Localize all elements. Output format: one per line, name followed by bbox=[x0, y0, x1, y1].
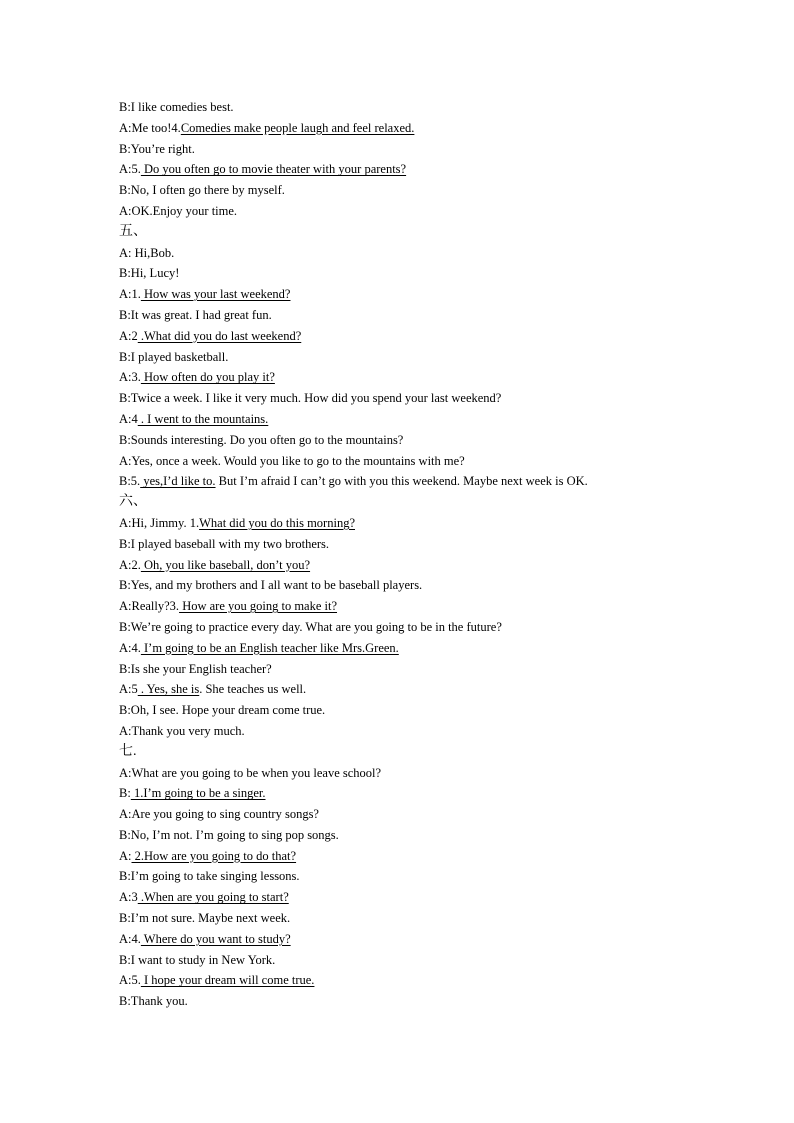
dialogue-line bbox=[119, 638, 759, 659]
dialogue-line bbox=[119, 326, 759, 347]
answer-text: I’m going to be an English teacher like Mrs.Green. bbox=[140, 640, 399, 655]
answer-text: Oh, you like baseball, don’t you? bbox=[140, 557, 311, 572]
line-text: B:No, I often go there by myself. bbox=[119, 183, 285, 198]
line-text: B:Yes, and my brothers and I all want to be baseball players. bbox=[119, 578, 423, 593]
line-text: B:I’m going to take singing lessons. bbox=[119, 869, 300, 884]
line-text: A: bbox=[119, 848, 132, 863]
line-text: 五、 bbox=[119, 223, 147, 239]
dialogue-line bbox=[119, 804, 759, 825]
dialogue-line bbox=[119, 201, 759, 222]
dialogue-line bbox=[119, 159, 759, 180]
line-text: A:Me too!4. bbox=[119, 120, 181, 135]
dialogue-line bbox=[119, 596, 759, 617]
line-text: B:Oh, I see. Hope your dream come true. bbox=[119, 703, 326, 718]
line-text: B:5. bbox=[119, 474, 141, 489]
line-text: 七. bbox=[119, 743, 137, 759]
dialogue-line bbox=[119, 513, 759, 534]
dialogue-line bbox=[119, 679, 759, 700]
section-heading bbox=[119, 742, 759, 763]
line-text: A:Hi, Jimmy. 1. bbox=[119, 515, 200, 530]
answer-text: I hope your dream will come true. bbox=[140, 973, 315, 988]
line-text: B:I played baseball with my two brothers. bbox=[119, 536, 330, 551]
line-text: A:3. bbox=[119, 370, 141, 385]
dialogue-line bbox=[119, 430, 759, 451]
line-text: A:OK.Enjoy your time. bbox=[119, 203, 238, 218]
answer-text: Do you often go to movie theater with your parents? bbox=[140, 162, 407, 177]
dialogue-line bbox=[119, 451, 759, 472]
answer-text: .What did you do last weekend? bbox=[137, 328, 302, 343]
dialogue-line bbox=[119, 534, 759, 555]
dialogue-line bbox=[119, 263, 759, 284]
answer-text: Comedies make people laugh and feel relaxed. bbox=[180, 120, 415, 135]
section-heading bbox=[119, 492, 759, 513]
section-heading bbox=[119, 222, 759, 243]
line-text: A:4. bbox=[119, 931, 141, 946]
line-text: B:No, I’m not. I’m going to sing pop songs. bbox=[119, 827, 339, 842]
line-text: A:1. bbox=[119, 287, 141, 302]
dialogue-line bbox=[119, 388, 759, 409]
answer-text: . Yes, she is bbox=[137, 682, 200, 697]
answer-text: . I went to the mountains. bbox=[137, 411, 269, 426]
answer-text: .When are you going to start? bbox=[137, 890, 289, 905]
dialogue-line bbox=[119, 367, 759, 388]
dialogue-line bbox=[119, 659, 759, 680]
line-text: B:Sounds interesting. Do you often go to the mountains? bbox=[119, 432, 404, 447]
dialogue-line bbox=[119, 243, 759, 264]
line-text: 六、 bbox=[119, 494, 147, 510]
line-text: A:2. bbox=[119, 557, 141, 572]
line-text: B:You’re right. bbox=[119, 141, 195, 156]
line-text: A:5. bbox=[119, 973, 141, 988]
answer-text: How are you going to make it? bbox=[179, 599, 338, 614]
dialogue-line bbox=[119, 617, 759, 638]
dialogue-line bbox=[119, 180, 759, 201]
line-text: B:Twice a week. I like it very much. How did you spend your last weekend? bbox=[119, 391, 502, 406]
line-text: A:4 bbox=[119, 411, 138, 426]
line-text: A:5. bbox=[119, 162, 141, 177]
line-text: A:Really?3. bbox=[119, 599, 180, 614]
line-text: A:5 bbox=[119, 682, 138, 697]
line-text: B:I want to study in New York. bbox=[119, 952, 276, 967]
answer-text: What did you do this morning? bbox=[199, 515, 355, 530]
line-text: B:Hi, Lucy! bbox=[119, 266, 180, 281]
dialogue-line bbox=[119, 97, 759, 118]
line-text: A:Yes, once a week. Would you like to go to the mountains with me? bbox=[119, 453, 465, 468]
dialogue-line bbox=[119, 700, 759, 721]
line-text: But I’m afraid I can’t go with you this weekend. Maybe next week is OK. bbox=[215, 474, 588, 489]
line-text: A:Thank you very much. bbox=[119, 723, 245, 738]
dialogue-line bbox=[119, 763, 759, 784]
answer-text: Where do you want to study? bbox=[140, 931, 291, 946]
line-text: B:I played basketball. bbox=[119, 349, 229, 364]
answer-text: 2.How are you going to do that? bbox=[131, 848, 297, 863]
dialogue-line bbox=[119, 908, 759, 929]
dialogue-line bbox=[119, 991, 759, 1012]
dialogue-line bbox=[119, 139, 759, 160]
line-text: B:I like comedies best. bbox=[119, 100, 234, 114]
line-text: A:What are you going to be when you leave school? bbox=[119, 765, 382, 780]
dialogue-line bbox=[119, 305, 759, 326]
dialogue-line bbox=[119, 575, 759, 596]
line-text: B:Is she your English teacher? bbox=[119, 661, 272, 676]
dialogue-line bbox=[119, 970, 759, 991]
dialogue-line bbox=[119, 950, 759, 971]
line-text: B:I’m not sure. Maybe next week. bbox=[119, 911, 291, 926]
dialogue-line bbox=[119, 929, 759, 950]
line-text: B:We’re going to practice every day. What are you going to be in the future? bbox=[119, 619, 502, 634]
answer-text: How often do you play it? bbox=[140, 370, 275, 385]
dialogue-line bbox=[119, 471, 759, 492]
dialogue-line bbox=[119, 866, 759, 887]
dialogue-line bbox=[119, 409, 759, 430]
line-text: A:2 bbox=[119, 328, 138, 343]
answer-text: How was your last weekend? bbox=[140, 287, 291, 302]
answer-text: yes,I’d like to. bbox=[140, 474, 216, 489]
line-text: A:Are you going to sing country songs? bbox=[119, 807, 319, 822]
dialogue-line bbox=[119, 887, 759, 908]
line-text: A: Hi,Bob. bbox=[119, 245, 175, 260]
line-text: A:4. bbox=[119, 640, 141, 655]
line-text: A:3 bbox=[119, 890, 138, 905]
answer-text: 1.I’m going to be a singer. bbox=[130, 786, 266, 801]
dialogue-line bbox=[119, 783, 759, 804]
line-text: B:It was great. I had great fun. bbox=[119, 307, 272, 322]
dialogue-line bbox=[119, 846, 759, 867]
line-text: . She teaches us well. bbox=[199, 682, 307, 697]
dialogue-text bbox=[119, 97, 759, 1012]
dialogue-line bbox=[119, 825, 759, 846]
line-text: B: bbox=[119, 786, 131, 801]
dialogue-line bbox=[119, 118, 759, 139]
dialogue-line bbox=[119, 347, 759, 368]
dialogue-line bbox=[119, 721, 759, 742]
dialogue-line bbox=[119, 284, 759, 305]
line-text: B:Thank you. bbox=[119, 994, 188, 1009]
dialogue-line bbox=[119, 555, 759, 576]
